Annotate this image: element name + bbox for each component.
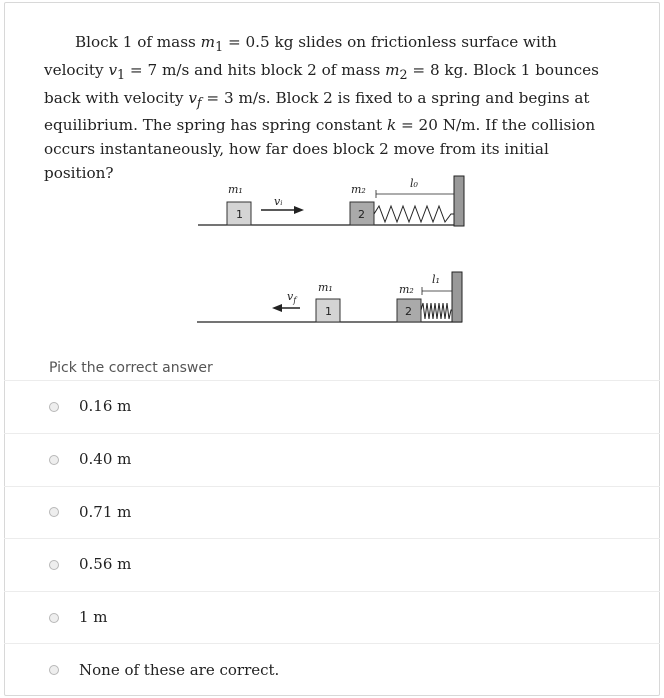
m2-label-bottom: m₂ [399,283,414,296]
spring-top [374,206,454,222]
block-2-label-top: 2 [358,208,365,221]
block-1-label-bottom: 1 [325,305,332,318]
answer-option-4[interactable] [4,538,660,591]
answer-option-label: 1 m [79,608,108,626]
answer-option-2[interactable] [4,433,660,486]
radio-button[interactable] [49,613,59,623]
answer-option-3[interactable] [4,486,660,539]
vi-arrow-head [294,206,304,214]
vf-label: $v_f$ [287,290,297,305]
radio-button[interactable] [49,507,59,517]
radio-button[interactable] [49,560,59,570]
question-text: Block 1 of mass $m_1 = 0.5$ kg slides on frictionless surface with velocity $v_1 = 7$ m/s and hits block 2 of mass $m_2 = 8$ kg. Block 1 bounces back with velocity $v_f = 3$ m/s. Block 2 is fixed to a spring and begins at equilibrium. The spring has spring constant k = 20 N/m. If the collision occurs instantaneously, how far does block 2 move from its initial position? [44,33,599,183]
block-1-label-top: 1 [236,208,243,221]
block-2-label-bottom: 2 [405,305,412,318]
radio-button[interactable] [49,455,59,465]
physics-diagram [190,172,480,332]
l0-label: l₀ [410,177,418,190]
m1-label-top: m₁ [228,183,243,196]
answer-option-6[interactable] [4,643,660,696]
wall-bottom [452,272,462,322]
answer-option-1[interactable] [4,380,660,433]
answer-option-label: None of these are correct. [79,661,280,679]
answer-option-label: 0.56 m [79,555,132,573]
answer-option-5[interactable] [4,591,660,644]
radio-button[interactable] [49,665,59,675]
m2-label-top: m₂ [351,183,366,196]
wall-top [454,176,464,226]
m1-label-bottom: m₁ [318,281,333,294]
scene-before-collision [198,176,464,226]
spring-bottom-compressed [421,303,452,319]
radio-button[interactable] [49,402,59,412]
answer-option-label: 0.40 m [79,450,132,468]
answer-option-label: 0.16 m [79,397,132,415]
answer-option-label: 0.71 m [79,503,132,521]
scene-after-collision [197,272,462,322]
l1-label: l₁ [432,273,440,286]
vf-arrow-head [272,304,282,312]
answer-prompt: Pick the correct answer [49,360,213,376]
vi-label: vᵢ [274,195,283,208]
